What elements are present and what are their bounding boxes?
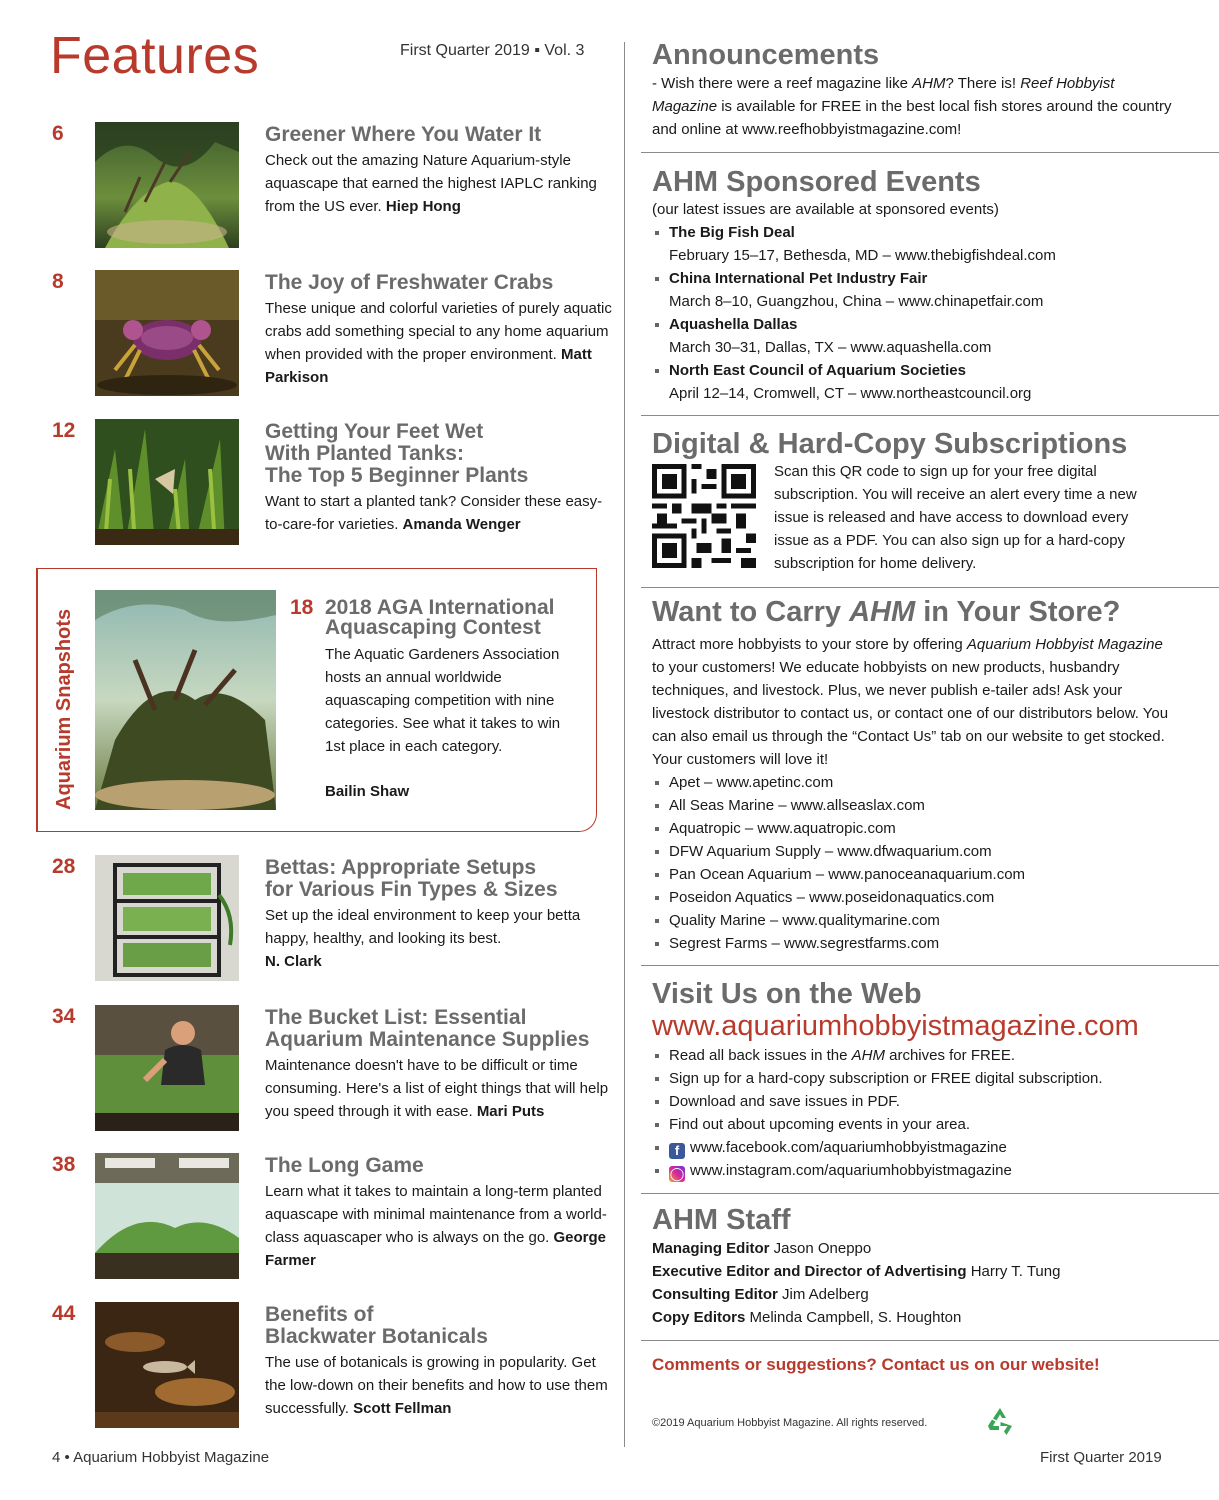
distributor-item: All Seas Marine – www.allseaslax.com bbox=[652, 794, 1172, 817]
feature-photo-planted-tank bbox=[95, 419, 239, 545]
instagram-link[interactable]: ◯ www.instagram.com/aquariumhobbyistmagazine bbox=[652, 1159, 1192, 1182]
website-link[interactable]: www.aquariumhobbyistmagazine.com bbox=[652, 1010, 1139, 1042]
feature-description: The use of botanicals is growing in popularity. Get the low-down on their benefits and how to use them successfully. bbox=[265, 1354, 608, 1417]
events-note: (our latest issues are available at sponsored events) bbox=[652, 201, 999, 218]
feature-page-number: 6 bbox=[52, 122, 64, 145]
events-heading: AHM Sponsored Events bbox=[652, 166, 981, 198]
section-divider bbox=[641, 1340, 1219, 1341]
staff-row: Managing Editor Jason Oneppo bbox=[652, 1240, 872, 1257]
distributor-item: Poseidon Aquatics – www.poseidonaquatics.com bbox=[652, 886, 1172, 909]
distributor-item: Apet – www.apetinc.com bbox=[652, 771, 1172, 794]
feature-page-number: 44 bbox=[52, 1302, 76, 1325]
section-divider bbox=[641, 1193, 1219, 1194]
feature-item[interactable] bbox=[48, 1153, 618, 1283]
event-detail: March 30–31, Dallas, TX – www.aquashella.com bbox=[669, 339, 992, 356]
feature-photo-betta-racks bbox=[95, 855, 239, 981]
feature-author: Amanda Wenger bbox=[402, 516, 521, 533]
web-item: Read all back issues in the AHM archives for FREE. bbox=[652, 1044, 1192, 1067]
section-divider bbox=[641, 587, 1219, 588]
distributor-item: DFW Aquarium Supply – www.dfwaquarium.com bbox=[652, 840, 1172, 863]
snapshots-label: Aquarium Snapshots bbox=[53, 608, 75, 810]
staff-row: Copy Editors Melinda Campbell, S. Houghton bbox=[652, 1309, 962, 1326]
distributor-item: Segrest Farms – www.segrestfarms.com bbox=[652, 932, 1172, 955]
web-item: Sign up for a hard-copy subscription or FREE digital subscription. bbox=[652, 1067, 1192, 1090]
section-divider bbox=[641, 965, 1219, 966]
feature-description: Set up the ideal environment to keep your betta happy, healthy, and looking its best. bbox=[265, 907, 581, 947]
feature-title: Greener Where You Water It bbox=[265, 123, 542, 146]
footer-page-info: 4 • Aquarium Hobbyist Magazine bbox=[52, 1449, 270, 1466]
feature-photo-crab bbox=[95, 270, 239, 396]
feature-photo-maintenance bbox=[95, 1005, 239, 1131]
event-detail: February 15–17, Bethesda, MD – www.thebigfishdeal.com bbox=[669, 247, 1056, 264]
section-divider bbox=[641, 152, 1219, 153]
feature-item[interactable] bbox=[48, 270, 618, 400]
feature-item[interactable] bbox=[48, 122, 618, 252]
feature-item[interactable] bbox=[48, 1302, 618, 1432]
event-item: North East Council of Aquarium Societies bbox=[652, 359, 1172, 382]
web-heading: Visit Us on the Web bbox=[652, 978, 922, 1010]
issue-info: First Quarter 2019 ▪ Vol. 3 bbox=[400, 42, 585, 59]
event-detail: March 8–10, Guangzhou, China – www.chinapetfair.com bbox=[669, 293, 1044, 310]
feature-item[interactable] bbox=[48, 855, 618, 985]
web-section bbox=[652, 1044, 1192, 1182]
announcements-heading: Announcements bbox=[652, 39, 880, 71]
event-detail: April 12–14, Cromwell, CT – www.northeastcouncil.org bbox=[669, 385, 1032, 402]
staff-row: Consulting Editor Jim Adelberg bbox=[652, 1286, 869, 1303]
snapshot-author: Bailin Shaw bbox=[325, 783, 410, 800]
instagram-icon: ◯ bbox=[669, 1166, 685, 1181]
comments-link[interactable]: Comments or suggestions? Contact us on our website! bbox=[652, 1355, 1100, 1374]
qr-code[interactable] bbox=[652, 464, 756, 568]
feature-photo-blackwater bbox=[95, 1302, 239, 1428]
announcements-text: - Wish there were a reef magazine like AHM? There is! Reef Hobbyist Magazine is available for FREE in the best local fish stores around the country and online at www.reefhobbyistmagazine.com! bbox=[652, 75, 1172, 138]
carry-text: Attract more hobbyists to your store by offering Aquarium Hobbyist Magazine to your customers! We educate hobbyists on new products, husbandry techniques, and livestock. Plus, we never publish e-tailer ads! Ask your livestock distributor to contact us, or contact one of our distributors below. You can also email us through the “Contact Us” tab on our website to get stocked. Your customers will love it! bbox=[652, 636, 1169, 768]
feature-author: Matt Parkison bbox=[265, 346, 592, 386]
feature-title: Getting Your Feet Wet With Planted Tanks: The Top 5 Beginner Plants bbox=[265, 420, 529, 487]
feature-title: The Joy of Freshwater Crabs bbox=[265, 271, 554, 294]
web-item: Download and save issues in PDF. bbox=[652, 1090, 1192, 1113]
web-item: Find out about upcoming events in your area. bbox=[652, 1113, 1192, 1136]
snapshot-photo-aquascape bbox=[95, 590, 276, 810]
snapshot-title[interactable]: 2018 AGA International Aquascaping Contest bbox=[325, 596, 555, 639]
feature-title: Bettas: Appropriate Setups for Various Fin Types & Sizes bbox=[265, 856, 558, 901]
feature-title: Benefits of Blackwater Botanicals bbox=[265, 1303, 488, 1348]
feature-page-number: 8 bbox=[52, 270, 64, 293]
facebook-link[interactable]: f www.facebook.com/aquariumhobbyistmagazine bbox=[652, 1136, 1192, 1159]
feature-description: These unique and colorful varieties of purely aquatic crabs add something special to any home aquarium when provided with the proper environment. bbox=[265, 300, 612, 363]
feature-description: Learn what it takes to maintain a long-term planted aquascape with minimal maintenance from a world-class aquascaper who is always on the go. bbox=[265, 1183, 607, 1246]
feature-page-number: 12 bbox=[52, 419, 76, 442]
feature-item[interactable] bbox=[48, 1005, 618, 1135]
distributor-item: Pan Ocean Aquarium – www.panoceanaquarium.com bbox=[652, 863, 1172, 886]
staff-row: Executive Editor and Director of Advertising Harry T. Tung bbox=[652, 1263, 1061, 1280]
copyright: ©2019 Aquarium Hobbyist Magazine. All rights reserved. bbox=[652, 1417, 928, 1429]
distributor-item: Aquatropic – www.aquatropic.com bbox=[652, 817, 1172, 840]
events-section bbox=[652, 198, 1172, 405]
distributor-list bbox=[652, 771, 1172, 955]
feature-item[interactable] bbox=[48, 419, 618, 549]
feature-author: Mari Puts bbox=[476, 1103, 545, 1120]
feature-title: The Bucket List: Essential Aquarium Maintenance Supplies bbox=[265, 1006, 590, 1051]
section-divider bbox=[641, 415, 1219, 416]
feature-photo-aquascape bbox=[95, 122, 239, 248]
facebook-icon: f bbox=[669, 1143, 685, 1159]
feature-description: Maintenance doesn't have to be difficult or time consuming. Here's a list of eight things that will help you speed through it with ease. bbox=[265, 1057, 609, 1120]
feature-author: George Farmer bbox=[265, 1229, 607, 1269]
feature-page-number: 28 bbox=[52, 855, 76, 878]
subscriptions-heading: Digital & Hard-Copy Subscriptions bbox=[652, 428, 1128, 460]
snapshot-page-number: 18 bbox=[290, 596, 314, 619]
event-item: The Big Fish Deal bbox=[652, 221, 1172, 244]
footer-issue: First Quarter 2019 bbox=[1040, 1449, 1162, 1466]
feature-description: Want to start a planted tank? Consider these easy-to-care-for varieties. bbox=[265, 493, 603, 533]
carry-section bbox=[652, 633, 1172, 955]
staff-section bbox=[652, 1237, 1212, 1329]
page-title: Features bbox=[50, 27, 260, 85]
event-item: China International Pet Industry Fair bbox=[652, 267, 1172, 290]
feature-description: Check out the amazing Nature Aquarium-style aquascape that earned the highest IAPLC ranking from the US ever. bbox=[265, 152, 597, 215]
feature-page-number: 34 bbox=[52, 1005, 76, 1028]
subscriptions-text: Scan this QR code to sign up for your free digital subscription. You will receive an alert every time a new issue is released and have access to download every issue as a PDF. You can also sign up for a hard-copy subscription for home delivery. bbox=[774, 463, 1137, 572]
feature-author: Hiep Hong bbox=[385, 198, 461, 215]
distributor-item: Quality Marine – www.qualitymarine.com bbox=[652, 909, 1172, 932]
column-divider bbox=[624, 42, 625, 1447]
recycle-icon bbox=[985, 1406, 1015, 1436]
feature-page-number: 38 bbox=[52, 1153, 76, 1176]
feature-author: Scott Fellman bbox=[353, 1400, 452, 1417]
snapshot-description: The Aquatic Gardeners Association hosts an annual worldwide aquascaping competition with nine categories. See what it takes to win 1st place in each category. bbox=[325, 646, 561, 755]
feature-author: N. Clark bbox=[265, 953, 322, 970]
feature-photo-long-term-aquascape bbox=[95, 1153, 239, 1279]
snapshots-box-edge bbox=[36, 568, 38, 832]
carry-heading: Want to Carry AHM in Your Store? bbox=[652, 596, 1121, 628]
staff-heading: AHM Staff bbox=[652, 1204, 791, 1236]
feature-title: The Long Game bbox=[265, 1154, 424, 1177]
event-item: Aquashella Dallas bbox=[652, 313, 1172, 336]
